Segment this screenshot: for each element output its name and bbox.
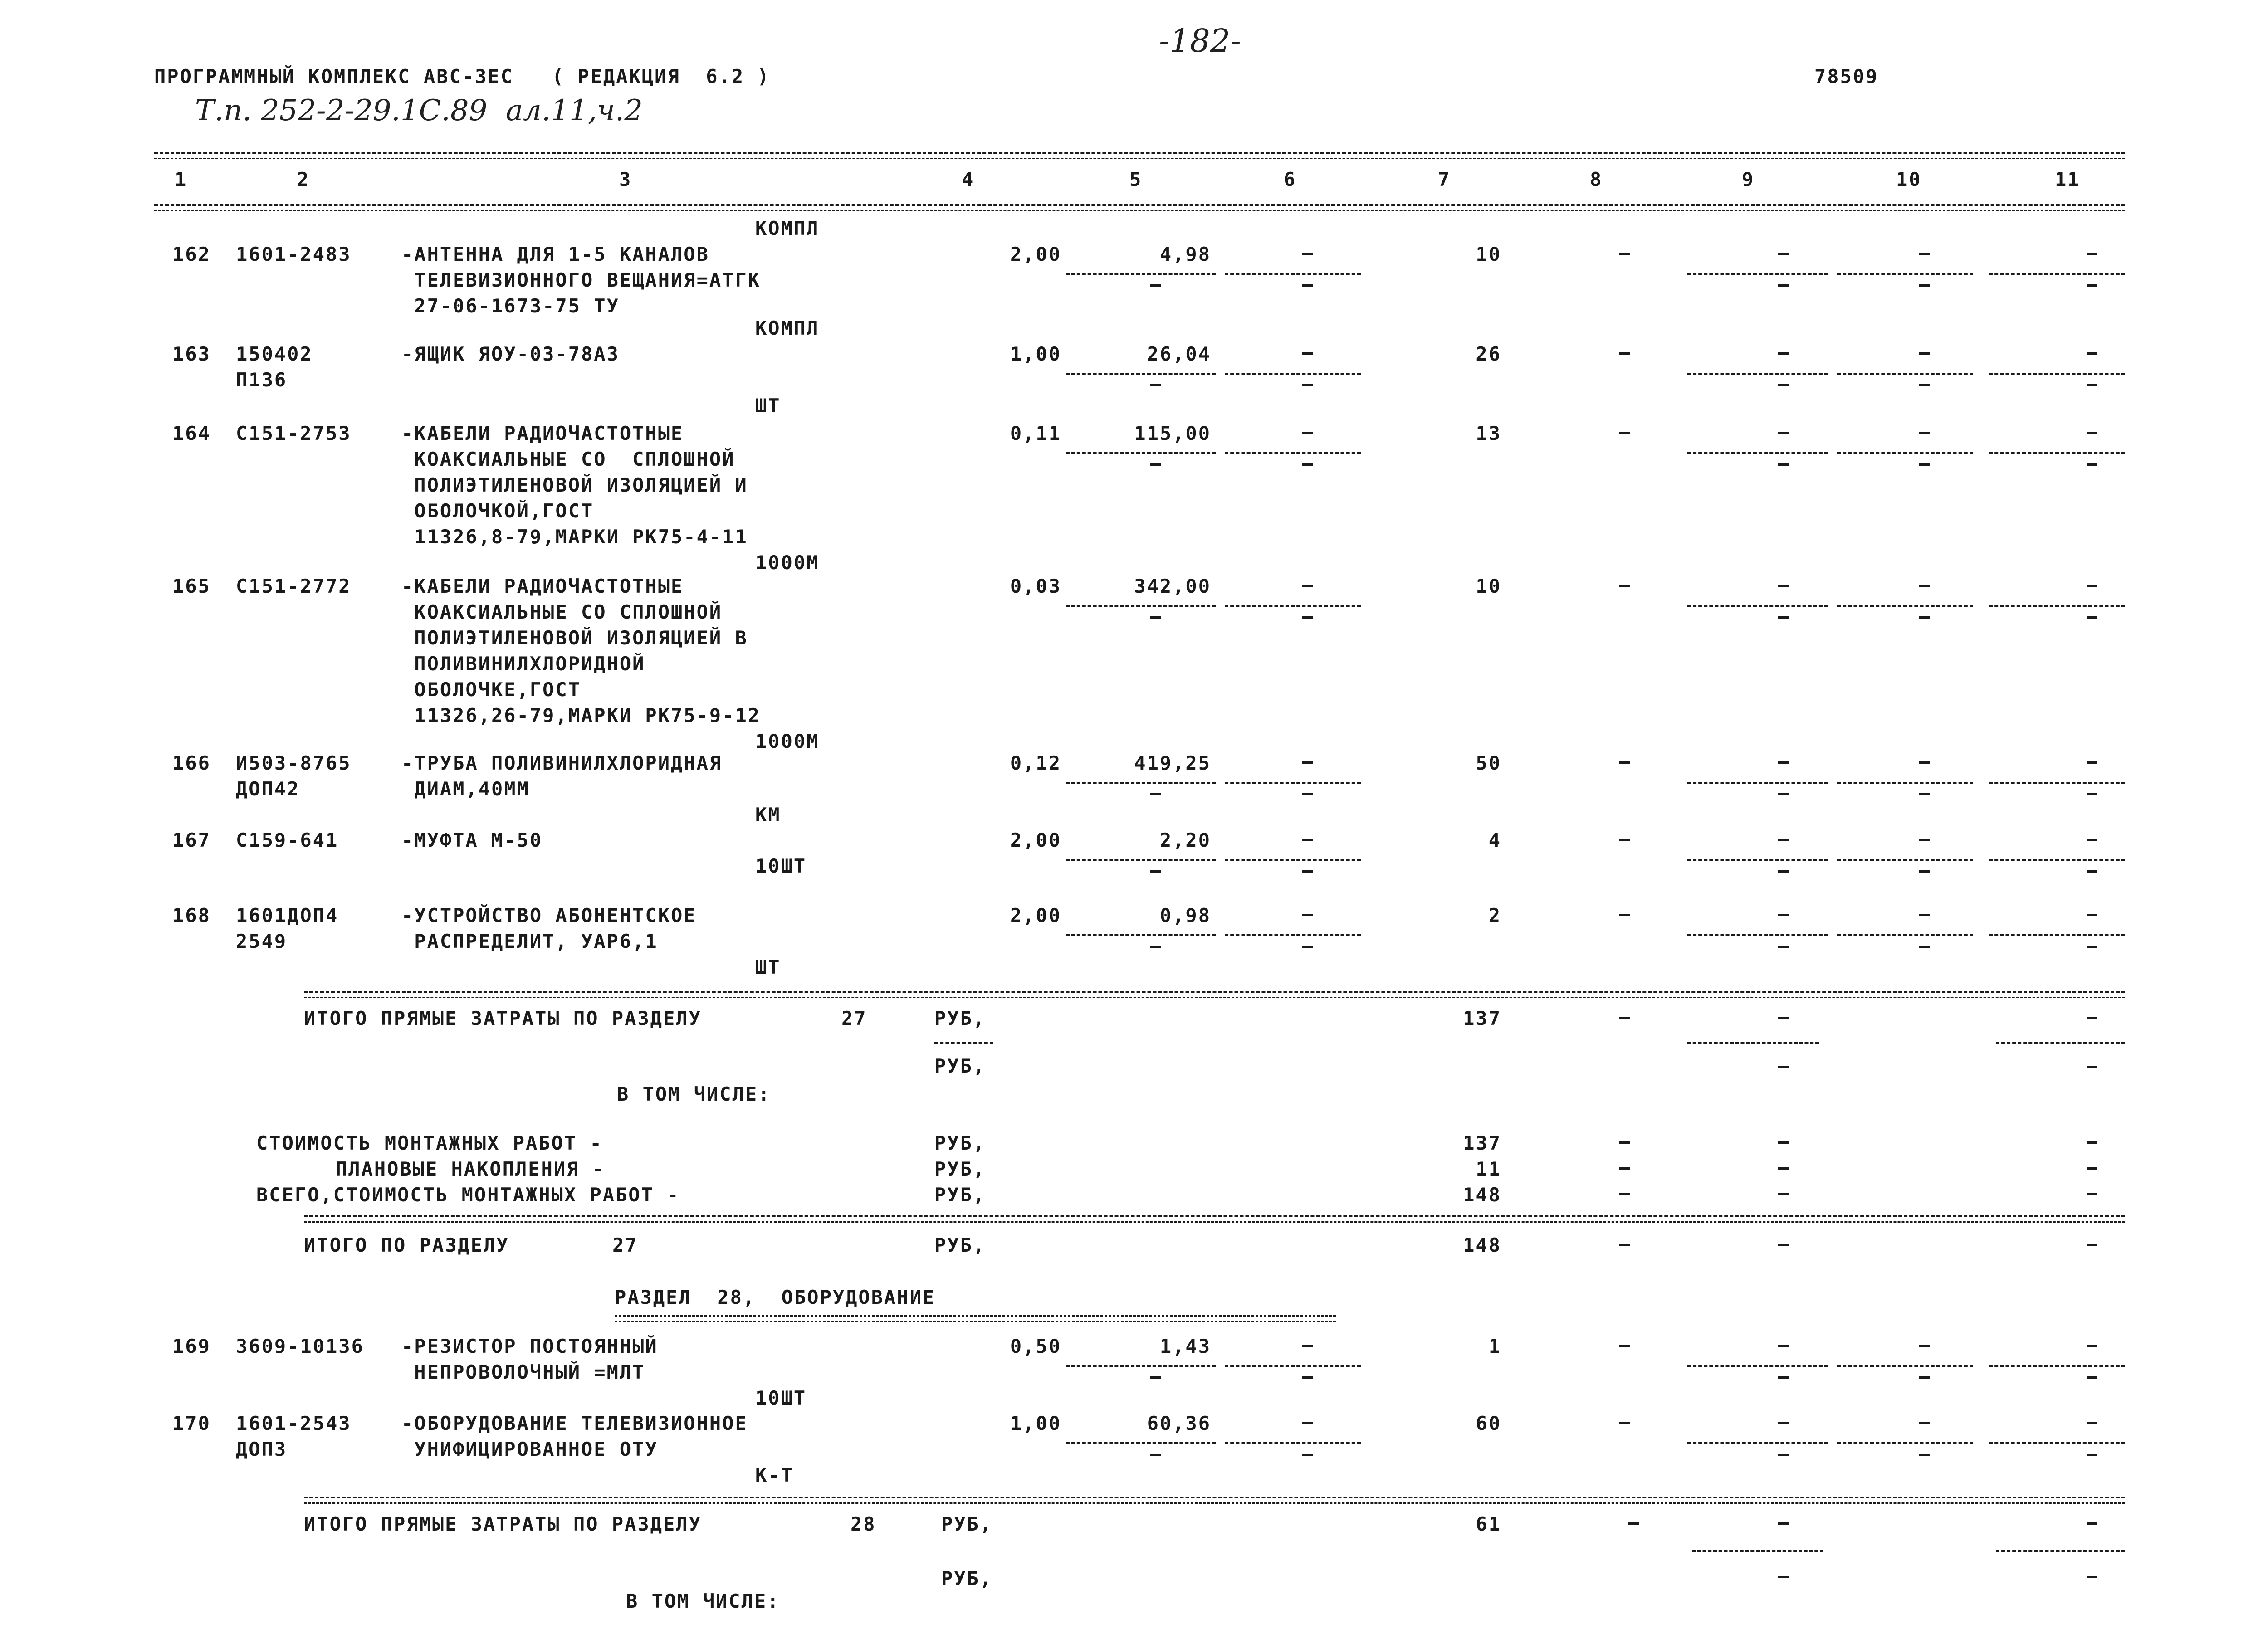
section27-rub-underline [934,1042,993,1044]
section28-total-c9 [1778,1522,1789,1525]
breakdown-installation-value: 137 [1463,1132,1501,1154]
row-description: ПОЛИЭТИЛЕНОВОЙ ИЗОЛЯЦИЕЙ И [401,474,748,496]
row-code: 3609-10136 [236,1335,364,1357]
row-col9-dash [1778,585,1789,587]
breakdown-total-rub: РУБ, [934,1184,986,1206]
row-col9-subline [1687,605,1828,607]
header-rule-top-2 [154,158,2125,159]
row-col9-subline [1687,782,1828,784]
row-code: 1601ДОП4 [236,904,339,927]
row-col9-sub-dash [1778,463,1789,466]
row-number: 162 [172,243,211,265]
row-col6-subline [1225,1365,1361,1367]
row-unit: 1000М [755,551,820,574]
row-unit: КМ [755,804,781,826]
row-col8-dash [1619,1345,1630,1347]
breakdown-planned-rub: РУБ, [934,1158,986,1180]
section28-total-direct-label: ИТОГО ПРЯМЫЕ ЗАТРАТЫ ПО РАЗДЕЛУ [304,1513,702,1535]
row-col6-sub-dash [1302,284,1313,287]
row-col5-subline [1066,1365,1216,1367]
section28-total-c11-sub [2087,1576,2097,1578]
row-description: НЕПРОВОЛОЧНЫЙ =МЛТ [401,1361,645,1383]
row-col7: 10 [1476,575,1501,597]
section28-section-number: 28 [850,1513,876,1535]
row-price: 1,43 [1159,1335,1211,1357]
row-col9-subline [1687,1442,1828,1444]
row-description: КОАКСИАЛЬНЫЕ СО СПЛОШНОЙ [401,601,723,623]
section28-total-c11-line [1996,1550,2125,1552]
breakdown-dash-2 [1778,1141,1789,1144]
row-description: ТЕЛЕВИЗИОННОГО ВЕЩАНИЯ=АТГК [401,269,761,291]
breakdown-dash-7 [1619,1193,1630,1195]
row-description: ПОЛИВИНИЛХЛОРИДНОЙ [401,653,645,675]
breakdown-installation-rub: РУБ, [934,1132,986,1154]
row-col10-dash [1919,914,1930,916]
row-code: 2549 [236,930,288,952]
row-col10-sub-dash [1919,870,1930,873]
row-col11-dash [2087,1345,2097,1347]
row-col5-sub-dash [1150,1454,1161,1456]
row-col10-dash [1919,761,1930,764]
row-price: 60,36 [1147,1412,1211,1434]
col-header-9: 9 [1742,168,1755,190]
row-col9-subline [1687,373,1828,375]
section27-total-c9 [1778,1017,1789,1019]
row-col6-sub-dash [1302,1454,1313,1456]
row-quantity: 1,00 [1010,1412,1061,1434]
row-price: 4,98 [1159,243,1211,265]
row-description: -КАБЕЛИ РАДИОЧАСТОТНЫЕ [401,422,684,444]
row-description: ПОЛИЭТИЛЕНОВОЙ ИЗОЛЯЦИЕЙ В [401,627,748,649]
row-col11-sub-dash [2087,793,2097,795]
row-unit: 10ШТ [755,1387,807,1409]
row-col6-dash [1302,761,1313,764]
section28-total-value: 61 [1476,1513,1501,1535]
row-col6-sub-dash [1302,463,1313,466]
row-col8-dash [1619,253,1630,255]
row-col9-subline [1687,1365,1828,1367]
row-code: ДОП42 [236,778,300,800]
row-col9-sub-dash [1778,1454,1789,1456]
document-code: 78509 [1814,65,1879,88]
row-description: -УСТРОЙСТВО АБОНЕНТСКОЕ [401,904,697,927]
row-col9-dash [1778,352,1789,355]
row-col9-sub-dash [1778,793,1789,795]
row-unit: К-Т [755,1464,794,1486]
section27-total-c9-sub [1778,1066,1789,1068]
section27-section-dash-2 [1778,1244,1789,1246]
row-col7: 50 [1476,752,1501,774]
row-unit-above: КОМПЛ [755,317,820,339]
row-col10-subline [1837,605,1973,607]
row-col6-dash [1302,1345,1313,1347]
row-col11-sub-dash [2087,1454,2097,1456]
row-col6-sub-dash [1302,1376,1313,1379]
row-code: 1601-2543 [236,1412,352,1434]
breakdown-dash-9 [2087,1193,2097,1195]
row-col8-dash [1619,839,1630,841]
row-description: -МУФТА М-50 [401,829,543,851]
row-col9-dash [1778,432,1789,434]
row-col9-sub-dash [1778,1376,1789,1379]
section27-total-c11-line [1996,1042,2125,1044]
row-col11-subline [1989,605,2125,607]
row-col11-dash [2087,839,2097,841]
row-price: 26,04 [1147,343,1211,365]
breakdown-planned-label: ПЛАНОВЫЕ НАКОПЛЕНИЯ - [336,1158,606,1180]
row-code: И503-8765 [236,752,352,774]
row-unit: 1000М [755,730,820,752]
row-col9-dash [1778,253,1789,255]
row-code: С151-2772 [236,575,352,597]
row-col8-dash [1619,352,1630,355]
row-col11-sub-dash [2087,946,2097,948]
row-col7: 26 [1476,343,1501,365]
section28-rub-label-2: РУБ, [941,1567,993,1590]
row-code: ДОП3 [236,1438,288,1460]
row-col10-dash [1919,585,1930,587]
row-col5-sub-dash [1150,946,1161,948]
row-price: 419,25 [1134,752,1211,774]
section28-totals-rule-2 [304,1502,2125,1504]
row-col11-subline [1989,782,2125,784]
section27-total-section-value: 148 [1463,1234,1501,1256]
col-header-7: 7 [1438,168,1451,190]
row-price: 0,98 [1159,904,1211,927]
row-col9-sub-dash [1778,616,1789,619]
row-col5-subline [1066,1442,1216,1444]
row-col9-sub-dash [1778,384,1789,386]
row-description: КОАКСИАЛЬНЫЕ СО СПЛОШНОЙ [401,448,735,470]
breakdown-dash-5 [1778,1167,1789,1170]
row-unit: 10ШТ [755,855,807,877]
row-col9-sub-dash [1778,284,1789,287]
breakdown-dash-6 [2087,1167,2097,1170]
row-col6-sub-dash [1302,946,1313,948]
row-description: -ОБОРУДОВАНИЕ ТЕЛЕВИЗИОННОЕ [401,1412,748,1434]
row-description: УНИФИЦИРОВАННОЕ ОТУ [401,1438,658,1460]
breakdown-dash-4 [1619,1167,1630,1170]
row-col7: 60 [1476,1412,1501,1434]
row-col9-sub-dash [1778,870,1789,873]
row-col6-dash [1302,352,1313,355]
row-description: -ЯЩИК ЯОУ-03-78А3 [401,343,620,365]
row-col7: 2 [1488,904,1501,927]
section-total-rule [304,1215,2125,1217]
section27-section-dash-3 [2087,1244,2097,1246]
breakdown-total-label: ВСЕГО,СТОИМОСТЬ МОНТАЖНЫХ РАБОТ - [256,1184,680,1206]
row-description: -ТРУБА ПОЛИВИНИЛХЛОРИДНАЯ [401,752,723,774]
row-col6-sub-dash [1302,384,1313,386]
row-col5-subline [1066,605,1216,607]
row-col11-sub-dash [2087,870,2097,873]
row-code: С151-2753 [236,422,352,444]
row-col8-dash [1619,432,1630,434]
row-col7: 10 [1476,243,1501,265]
row-col10-dash [1919,253,1930,255]
row-col9-subline [1687,452,1828,454]
page-number: -182- [1159,22,1241,59]
row-col9-dash [1778,839,1789,841]
row-col6-subline [1225,605,1361,607]
row-col11-subline [1989,452,2125,454]
row-col10-sub-dash [1919,616,1930,619]
row-col6-dash [1302,914,1313,916]
header-rule-bottom-2 [154,210,2125,211]
row-col8-dash [1619,914,1630,916]
breakdown-dash-3 [2087,1141,2097,1144]
section27-total-c11 [2087,1017,2097,1019]
row-col9-dash [1778,1345,1789,1347]
row-col11-sub-dash [2087,384,2097,386]
row-col10-subline [1837,859,1973,861]
section28-heading-rule [615,1315,1336,1317]
row-col7: 1 [1488,1335,1501,1357]
row-col8-dash [1619,585,1630,587]
col-header-5: 5 [1129,168,1143,190]
row-col10-subline [1837,452,1973,454]
row-col11-subline [1989,1365,2125,1367]
row-col11-dash [2087,432,2097,434]
row-col6-subline [1225,1442,1361,1444]
row-col11-subline [1989,273,2125,275]
section27-total-c11-sub [2087,1066,2097,1068]
row-col6-sub-dash [1302,870,1313,873]
row-description: 11326,26-79,МАРКИ РК75-9-12 [401,704,761,727]
row-col10-subline [1837,1442,1973,1444]
row-col7: 13 [1476,422,1501,444]
row-description: ОБОЛОЧКОЙ,ГОСТ [401,500,594,522]
section27-rub-label: РУБ, [934,1007,986,1029]
row-description: -РЕЗИСТОР ПОСТОЯННЫЙ [401,1335,658,1357]
row-col5-sub-dash [1150,793,1161,795]
header-rule-bottom [154,204,2125,206]
row-col5-subline [1066,934,1216,936]
row-col6-subline [1225,373,1361,375]
row-col7: 4 [1488,829,1501,851]
row-col6-dash [1302,432,1313,434]
row-code: С159-641 [236,829,339,851]
row-col5-subline [1066,859,1216,861]
row-col10-dash [1919,1345,1930,1347]
row-number: 164 [172,422,211,444]
row-col6-subline [1225,273,1361,275]
row-col10-subline [1837,1365,1973,1367]
row-price: 2,20 [1159,829,1211,851]
row-col11-subline [1989,1442,2125,1444]
row-quantity: 2,00 [1010,829,1061,851]
row-col10-sub-dash [1919,946,1930,948]
section27-total-direct-label: ИТОГО ПРЯМЫЕ ЗАТРАТЫ ПО РАЗДЕЛУ [304,1007,702,1029]
row-quantity: 0,12 [1010,752,1061,774]
row-col10-subline [1837,273,1973,275]
row-quantity: 2,00 [1010,904,1061,927]
row-col9-sub-dash [1778,946,1789,948]
row-code: 150402 [236,343,313,365]
row-col6-dash [1302,839,1313,841]
row-col10-dash [1919,352,1930,355]
section-total-rule-2 [304,1221,2125,1223]
row-unit-above: КОМПЛ [755,217,820,239]
row-number: 166 [172,752,211,774]
row-col11-sub-dash [2087,616,2097,619]
row-col11-dash [2087,352,2097,355]
row-description: РАСПРЕДЕЛИТ, УАР6,1 [401,930,658,952]
row-col5-sub-dash [1150,284,1161,287]
section27-rub-label-2: РУБ, [934,1055,986,1077]
row-col11-subline [1989,859,2125,861]
section28-heading-rule-2 [615,1321,1336,1322]
row-col10-sub-dash [1919,793,1930,795]
section28-totals-rule [304,1497,2125,1498]
row-col6-subline [1225,934,1361,936]
section28-rub-label: РУБ, [941,1513,993,1535]
row-col8-dash [1619,761,1630,764]
row-col6-subline [1225,859,1361,861]
row-col5-sub-dash [1150,384,1161,386]
row-col11-dash [2087,914,2097,916]
row-number: 163 [172,343,211,365]
row-col5-subline [1066,452,1216,454]
row-col10-subline [1837,782,1973,784]
row-col9-dash [1778,914,1789,916]
row-col11-sub-dash [2087,284,2097,287]
row-col9-subline [1687,859,1828,861]
row-col11-sub-dash [2087,463,2097,466]
section27-total-c8 [1619,1017,1630,1019]
col-header-3: 3 [619,168,632,190]
row-unit: ШТ [755,395,781,417]
section28-total-c9-line [1692,1550,1823,1552]
section27-total-section-number: 27 [612,1234,638,1256]
row-quantity: 0,03 [1010,575,1061,597]
row-col6-dash [1302,253,1313,255]
row-quantity: 0,50 [1010,1335,1061,1357]
row-code: П136 [236,369,288,391]
row-col11-dash [2087,253,2097,255]
row-col6-subline [1225,782,1361,784]
row-description: ОБОЛОЧКЕ,ГОСТ [401,678,582,701]
row-col11-dash [2087,1422,2097,1424]
row-col11-subline [1989,373,2125,375]
section27-total-value: 137 [1463,1007,1501,1029]
row-col9-dash [1778,1422,1789,1424]
section28-total-c11 [2087,1522,2097,1525]
row-col10-subline [1837,373,1973,375]
row-col11-sub-dash [2087,1376,2097,1379]
section28-total-c9-sub [1778,1576,1789,1578]
row-number: 170 [172,1412,211,1434]
row-price: 342,00 [1134,575,1211,597]
row-col5-subline [1066,373,1216,375]
breakdown-installation-label: СТОИМОСТЬ МОНТАЖНЫХ РАБОТ - [256,1132,603,1154]
row-col10-sub-dash [1919,284,1930,287]
section27-section-dash-1 [1619,1244,1630,1246]
row-col10-subline [1837,934,1973,936]
section28-total-c8 [1628,1522,1639,1525]
row-unit: ШТ [755,956,781,978]
row-col9-dash [1778,761,1789,764]
breakdown-planned-value: 11 [1476,1158,1501,1180]
row-quantity: 1,00 [1010,343,1061,365]
breakdown-dash-8 [1778,1193,1789,1195]
row-number: 165 [172,575,211,597]
row-col6-dash [1302,1422,1313,1424]
row-col10-dash [1919,839,1930,841]
breakdown-total-value: 148 [1463,1184,1501,1206]
row-col5-subline [1066,273,1216,275]
row-col9-subline [1687,934,1828,936]
row-description: 27-06-1673-75 ТУ [401,295,620,317]
row-col10-sub-dash [1919,463,1930,466]
row-col6-sub-dash [1302,793,1313,795]
row-col5-sub-dash [1150,463,1161,466]
totals-rule [304,991,2125,993]
row-number: 168 [172,904,211,927]
row-code: 1601-2483 [236,243,352,265]
col-header-1: 1 [175,168,188,190]
row-description: ДИАМ,40ММ [401,778,530,800]
section27-including-label: В ТОМ ЧИСЛЕ: [617,1083,771,1105]
row-description: -АНТЕННА ДЛЯ 1-5 КАНАЛОВ [401,243,709,265]
row-quantity: 2,00 [1010,243,1061,265]
section27-total-label: ИТОГО ПО РАЗДЕЛУ [304,1234,509,1256]
handwritten-note: Т.п. 252-2-29.1С.89 ал.11,ч.2 [195,94,643,127]
col-header-6: 6 [1284,168,1297,190]
row-col10-dash [1919,432,1930,434]
col-header-2: 2 [297,168,310,190]
breakdown-dash-1 [1619,1141,1630,1144]
section27-total-c9-line [1687,1042,1819,1044]
row-col5-sub-dash [1150,870,1161,873]
row-col5-sub-dash [1150,1376,1161,1379]
section27-total-rub: РУБ, [934,1234,986,1256]
row-col10-dash [1919,1422,1930,1424]
section27-section-number: 27 [841,1007,867,1029]
row-col6-sub-dash [1302,616,1313,619]
header-rule-top [154,152,2125,154]
row-number: 169 [172,1335,211,1357]
row-quantity: 0,11 [1010,422,1061,444]
col-header-4: 4 [962,168,975,190]
section28-including-label: В ТОМ ЧИСЛЕ: [626,1590,780,1612]
row-description: 11326,8-79,МАРКИ РК75-4-11 [401,526,748,548]
section28-heading: РАЗДЕЛ 28, ОБОРУДОВАНИЕ [615,1286,936,1308]
row-price: 115,00 [1134,422,1211,444]
row-col10-sub-dash [1919,1376,1930,1379]
row-col11-dash [2087,761,2097,764]
row-col5-sub-dash [1150,616,1161,619]
col-header-8: 8 [1590,168,1603,190]
row-col6-dash [1302,585,1313,587]
row-col10-sub-dash [1919,384,1930,386]
row-col10-sub-dash [1919,1454,1930,1456]
row-col11-subline [1989,934,2125,936]
program-header: ПРОГРАММНЫЙ КОМПЛЕКС АВС-3ЕС ( РЕДАКЦИЯ 6.2 ) [154,65,770,88]
row-number: 167 [172,829,211,851]
row-col5-subline [1066,782,1216,784]
totals-rule-2 [304,997,2125,998]
row-col9-subline [1687,273,1828,275]
col-header-10: 10 [1896,168,1922,190]
row-description: -КАБЕЛИ РАДИОЧАСТОТНЫЕ [401,575,684,597]
row-col11-dash [2087,585,2097,587]
col-header-11: 11 [2055,168,2081,190]
row-col8-dash [1619,1422,1630,1424]
row-col6-subline [1225,452,1361,454]
